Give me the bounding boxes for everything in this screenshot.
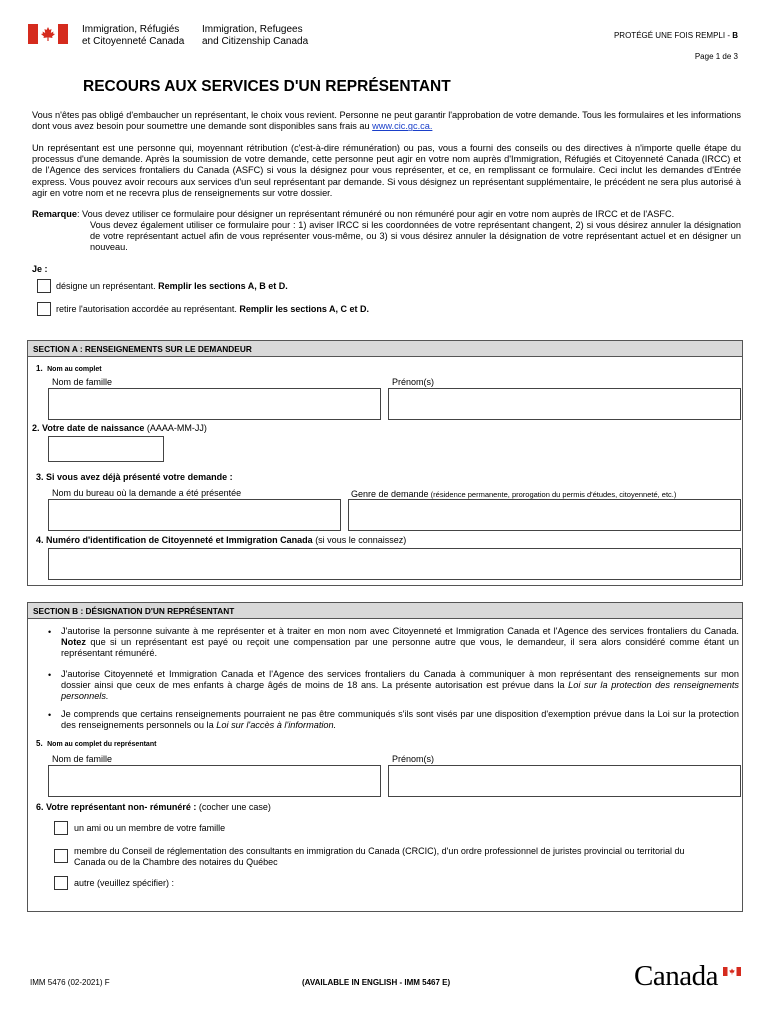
other-label: autre (veuillez spécifier) : — [74, 878, 175, 888]
designate-checkbox[interactable] — [37, 279, 51, 293]
q4-label: 4. Numéro d'identification de Citoyenneté et Immigration Canada (si vous le connaissez) — [36, 535, 407, 545]
q5-label: 5. Nom au complet du représentant — [36, 739, 157, 748]
remark-block: Remarque: Vous devez utiliser ce formulaire pour désigner un représentant rémunéré ou non rémunéré pour agir en votre nom auprès de IRCC et de l'ASFC. — [32, 209, 675, 219]
friend-family-checkbox[interactable] — [54, 821, 68, 835]
client-id-input[interactable] — [48, 548, 741, 580]
friend-family-label: un ami ou un membre de votre famille — [74, 823, 226, 833]
rep-family-name-label: Nom de famille — [52, 754, 113, 764]
office-input[interactable] — [48, 499, 341, 531]
crcic-member-checkbox[interactable] — [54, 849, 68, 863]
withdraw-option-label: retire l'autorisation accordée au représentant. Remplir les sections A, C et D. — [56, 304, 370, 314]
wordmark-flag-icon — [723, 963, 741, 972]
dept-name-fr: Immigration, Réfugiés et Citoyenneté Canada — [82, 24, 185, 47]
application-type-input[interactable] — [348, 499, 741, 531]
bullet-dot: • — [48, 710, 52, 720]
authorization-bullet-2: J'autorise Citoyenneté et Immigration Canada et l'Agence des services frontaliers du Canada à communiquer à mon représentant des renseignements sur mon dossier ainsi que ceux de mes enfants à charge âgés de moins de 18 ans. La présente autorisation est prévue dans la Loi sur la protection des renseignements personnels. — [61, 669, 739, 702]
authorization-bullet-3: Je comprends que certains renseignements pourraient ne pas être communiqués s'ils sont visés par une disposition d'exemption prévue dans la Loi sur la protection des renseignements personnels ou la Loi sur l'accès à l'information. — [61, 709, 739, 731]
page-title: RECOURS AUX SERVICES D'UN REPRÉSENTANT — [83, 78, 451, 95]
section-a-heading: SECTION A : RENSEIGNEMENTS SUR LE DEMANDEUR — [27, 340, 743, 357]
dob-label: 2. Votre date de naissance (AAAA-MM-JJ) — [32, 423, 207, 433]
office-label: Nom du bureau où la demande a été présentée — [52, 488, 242, 498]
q3-label: 3. Si vous avez déjà présenté votre demande : — [36, 472, 233, 482]
remark-label: Remarque — [32, 209, 77, 219]
dept-name-en: Immigration, Refugees and Citizenship Canada — [202, 24, 309, 47]
designate-option-label: désigne un représentant. Remplir les sections A, B et D. — [56, 281, 288, 291]
rep-given-name-input[interactable] — [388, 765, 741, 797]
intro-paragraph-2: Un représentant est une personne qui, moyennant rétribution (c'est-à-dire rémunération) ou pas, vous a fourni des conseils ou des directives à n'importe quelle étape du processus d'une demande. Après la soumission de votre demande, cette personne peut agir en votre nom auprès d'Immigration, Réfugiés et Citoyenneté Canada (IRCC) et de l'Agence des services frontaliers du Canada (ASFC) si vous la désignez pour vous représenter, et ce, en remplissant ce formulaire. Ceci inclut les demandes d'Entrée express. Vous pouvez avoir recours aux services d'un seul représentant par demande. Si vous désignez un représentant supplémentaire, le précédent ne sera plus autorisé à agir en votre nom et ne recevra plus de renseignements sur votre dossier. — [32, 143, 741, 198]
authorization-bullet-1: J'autorise la personne suivante à me représenter et à traiter en mon nom avec Citoyenneté et Immigration Canada et l'Agence des services frontaliers du Canada. Notez que si un représentant est payé ou reçoit une compensation par une personne autre que vous, le demandeur, il sera alors considéré comme étant un représentant rémunéré. — [61, 626, 739, 659]
je-label: Je : — [32, 264, 48, 274]
rep-family-name-input[interactable] — [48, 765, 381, 797]
cic-website-link[interactable]: www.cic.gc.ca. — [372, 121, 433, 132]
page-number: Page 1 de 3 — [694, 52, 738, 61]
remark-continued: Vous devez également utiliser ce formulaire pour : 1) aviser IRCC si les coordonnées de votre représentant changent, 2) si vous désirez annuler la désignation de votre représentant actuel afin de vous représenter vous-même, ou 3) si vous désirez annuler la désignation de votre représentant actuel et en désigner un nouveau. — [90, 220, 741, 253]
bullet-dot: • — [48, 627, 52, 637]
family-name-input[interactable] — [48, 388, 381, 420]
section-b-heading: SECTION B : DÉSIGNATION D'UN REPRÉSENTANT — [27, 602, 743, 619]
bullet-dot: • — [48, 670, 52, 680]
rep-given-name-label: Prénom(s) — [392, 754, 435, 764]
english-version-note: (AVAILABLE IN ENGLISH - IMM 5467 E) — [302, 978, 451, 987]
other-checkbox[interactable] — [54, 876, 68, 890]
given-name-label: Prénom(s) — [392, 377, 435, 387]
intro-paragraph-1: Vous n'êtes pas obligé d'embaucher un représentant, le choix vous revient. Personne ne peut garantir l'approbation de votre demande. Tous les formulaires et les informations dont vous avez besoin pour soumettre une demande sont disponibles sans frais au www.cic.gc.ca. — [32, 110, 741, 132]
canada-flag-icon — [28, 24, 68, 44]
given-name-input[interactable] — [388, 388, 741, 420]
dob-input[interactable] — [48, 436, 164, 462]
withdraw-checkbox[interactable] — [37, 302, 51, 316]
family-name-label: Nom de famille — [52, 377, 113, 387]
canada-wordmark: Canada — [634, 960, 718, 992]
protected-label: PROTÉGÉ UNE FOIS REMPLI - B — [613, 31, 738, 40]
application-type-label: Genre de demande (résidence permanente, prorogation du permis d'études, citoyenneté, etc.) — [351, 489, 677, 499]
crcic-member-label: membre du Conseil de réglementation des consultants en immigration du Canada (CRCIC), d'un ordre professionnel de juristes provincial ou territorial du Canada ou de la Chambre des notaires du Québec — [74, 846, 685, 867]
q1-label: 1. Nom au complet — [36, 364, 102, 373]
form-id: IMM 5476 (02-2021) F — [30, 978, 110, 987]
q6-label: 6. Votre représentant non- rémunéré : (cocher une case) — [36, 802, 271, 812]
